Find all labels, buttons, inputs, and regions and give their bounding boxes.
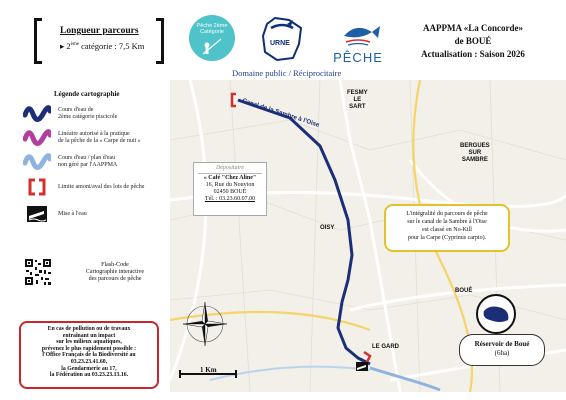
place-le-gard: LE GARD: [372, 344, 399, 350]
depositaire-heading: Dépositaire: [198, 165, 262, 174]
legend-item-launch: Mise à l'eau: [22, 204, 87, 224]
course-length-title: Longueur parcours: [60, 26, 139, 36]
pollution-alert-box: En cas de pollution ou de travaux entraînant un impact sur les milieux aquatiques, prévenez le plus rapidement possible : l'Office Français de la Biodiversité au 03.23.23.41.60, la Gendarmerie au 17, la Fédération au 03.23.23.13.16.: [19, 321, 159, 389]
place-bergues-sur-sambre: BERGUES SUR SAMBRE: [460, 143, 490, 163]
river-wave-icon: [22, 104, 52, 124]
federation-peche-logo: PÊCHE: [330, 14, 386, 64]
qr-caption: Flash-Code Cartographie interactive des parcours de pêche: [85, 262, 145, 282]
place-oisy: OISY: [320, 225, 335, 231]
bracket-right: [156, 18, 164, 64]
legend-title: Légende cartographie: [54, 90, 120, 98]
depositaire-address: 16, Rue du Nouvion: [205, 182, 255, 188]
place-fesmy-le-sart: FESMY LE SART: [347, 90, 368, 110]
fish-icon: [330, 14, 386, 50]
reservoir-name: Réservoir de Boué: [474, 340, 530, 348]
season-update: Actualisation : Saison 2026: [421, 49, 525, 59]
limit-bracket-icon: [22, 177, 52, 197]
peche-category-logo: Pêche 2ème Catégorie: [189, 15, 235, 61]
depositaire-box: [193, 162, 267, 216]
reservoir-area: (6ha): [494, 349, 510, 357]
legend-item-unmanaged: Cours d'eau / plan d'eau non géré par l'AAPPMA: [22, 152, 117, 172]
org-name: AAPPMA «La Concorde»: [423, 23, 523, 33]
legend-item-river: Cours d'eau de 2ème catégorie piscicole: [22, 104, 117, 124]
domain-status: Domaine public / Réciprocitaire: [232, 68, 342, 78]
urne-logo: URNE: [257, 14, 307, 64]
reservoir-marker: [477, 295, 515, 333]
depositaire-city: 02450 BOUÉ: [213, 189, 247, 195]
boat-launch-icon: [356, 362, 368, 371]
course-category: ▸ 2ème catégorie : 7,5 Km: [60, 41, 145, 51]
legend-item-limit: Limite amont/aval des lots de pêche: [22, 177, 144, 197]
depositaire-name: « Café "Chez Aline": [203, 175, 257, 181]
course-length-box: [34, 18, 164, 64]
bracket-left: [34, 18, 42, 64]
france-map-icon: [257, 14, 307, 64]
legend-item-night-carp: Linéaire autorisé à la pratique de la pêche de la « Carpe de nuit »: [22, 128, 141, 148]
depositaire-phone: Tél. : 03.23.60.07.00: [204, 196, 256, 202]
no-kill-info-box: L'intégralité du parcours de pêche sur le canal de la Sambre à l'Oise est classé en No-Kill pour la Carpe (Cyprinus carpio).: [384, 204, 510, 252]
place-boue: BOUÉ: [455, 288, 473, 294]
canal-label: Canal de la Sambre à l'Oise: [241, 97, 321, 129]
angler-icon: [199, 37, 225, 55]
scale-label: 1 Km: [200, 366, 217, 374]
organisation-block: [398, 22, 548, 61]
org-town: de BOUÉ: [454, 36, 492, 46]
qr-code-icon[interactable]: [24, 258, 52, 286]
reservoir-label-box: [459, 334, 545, 366]
night-carp-wave-icon: [22, 128, 52, 148]
unmanaged-water-wave-icon: [22, 152, 52, 172]
boat-launch-icon: [22, 204, 52, 224]
